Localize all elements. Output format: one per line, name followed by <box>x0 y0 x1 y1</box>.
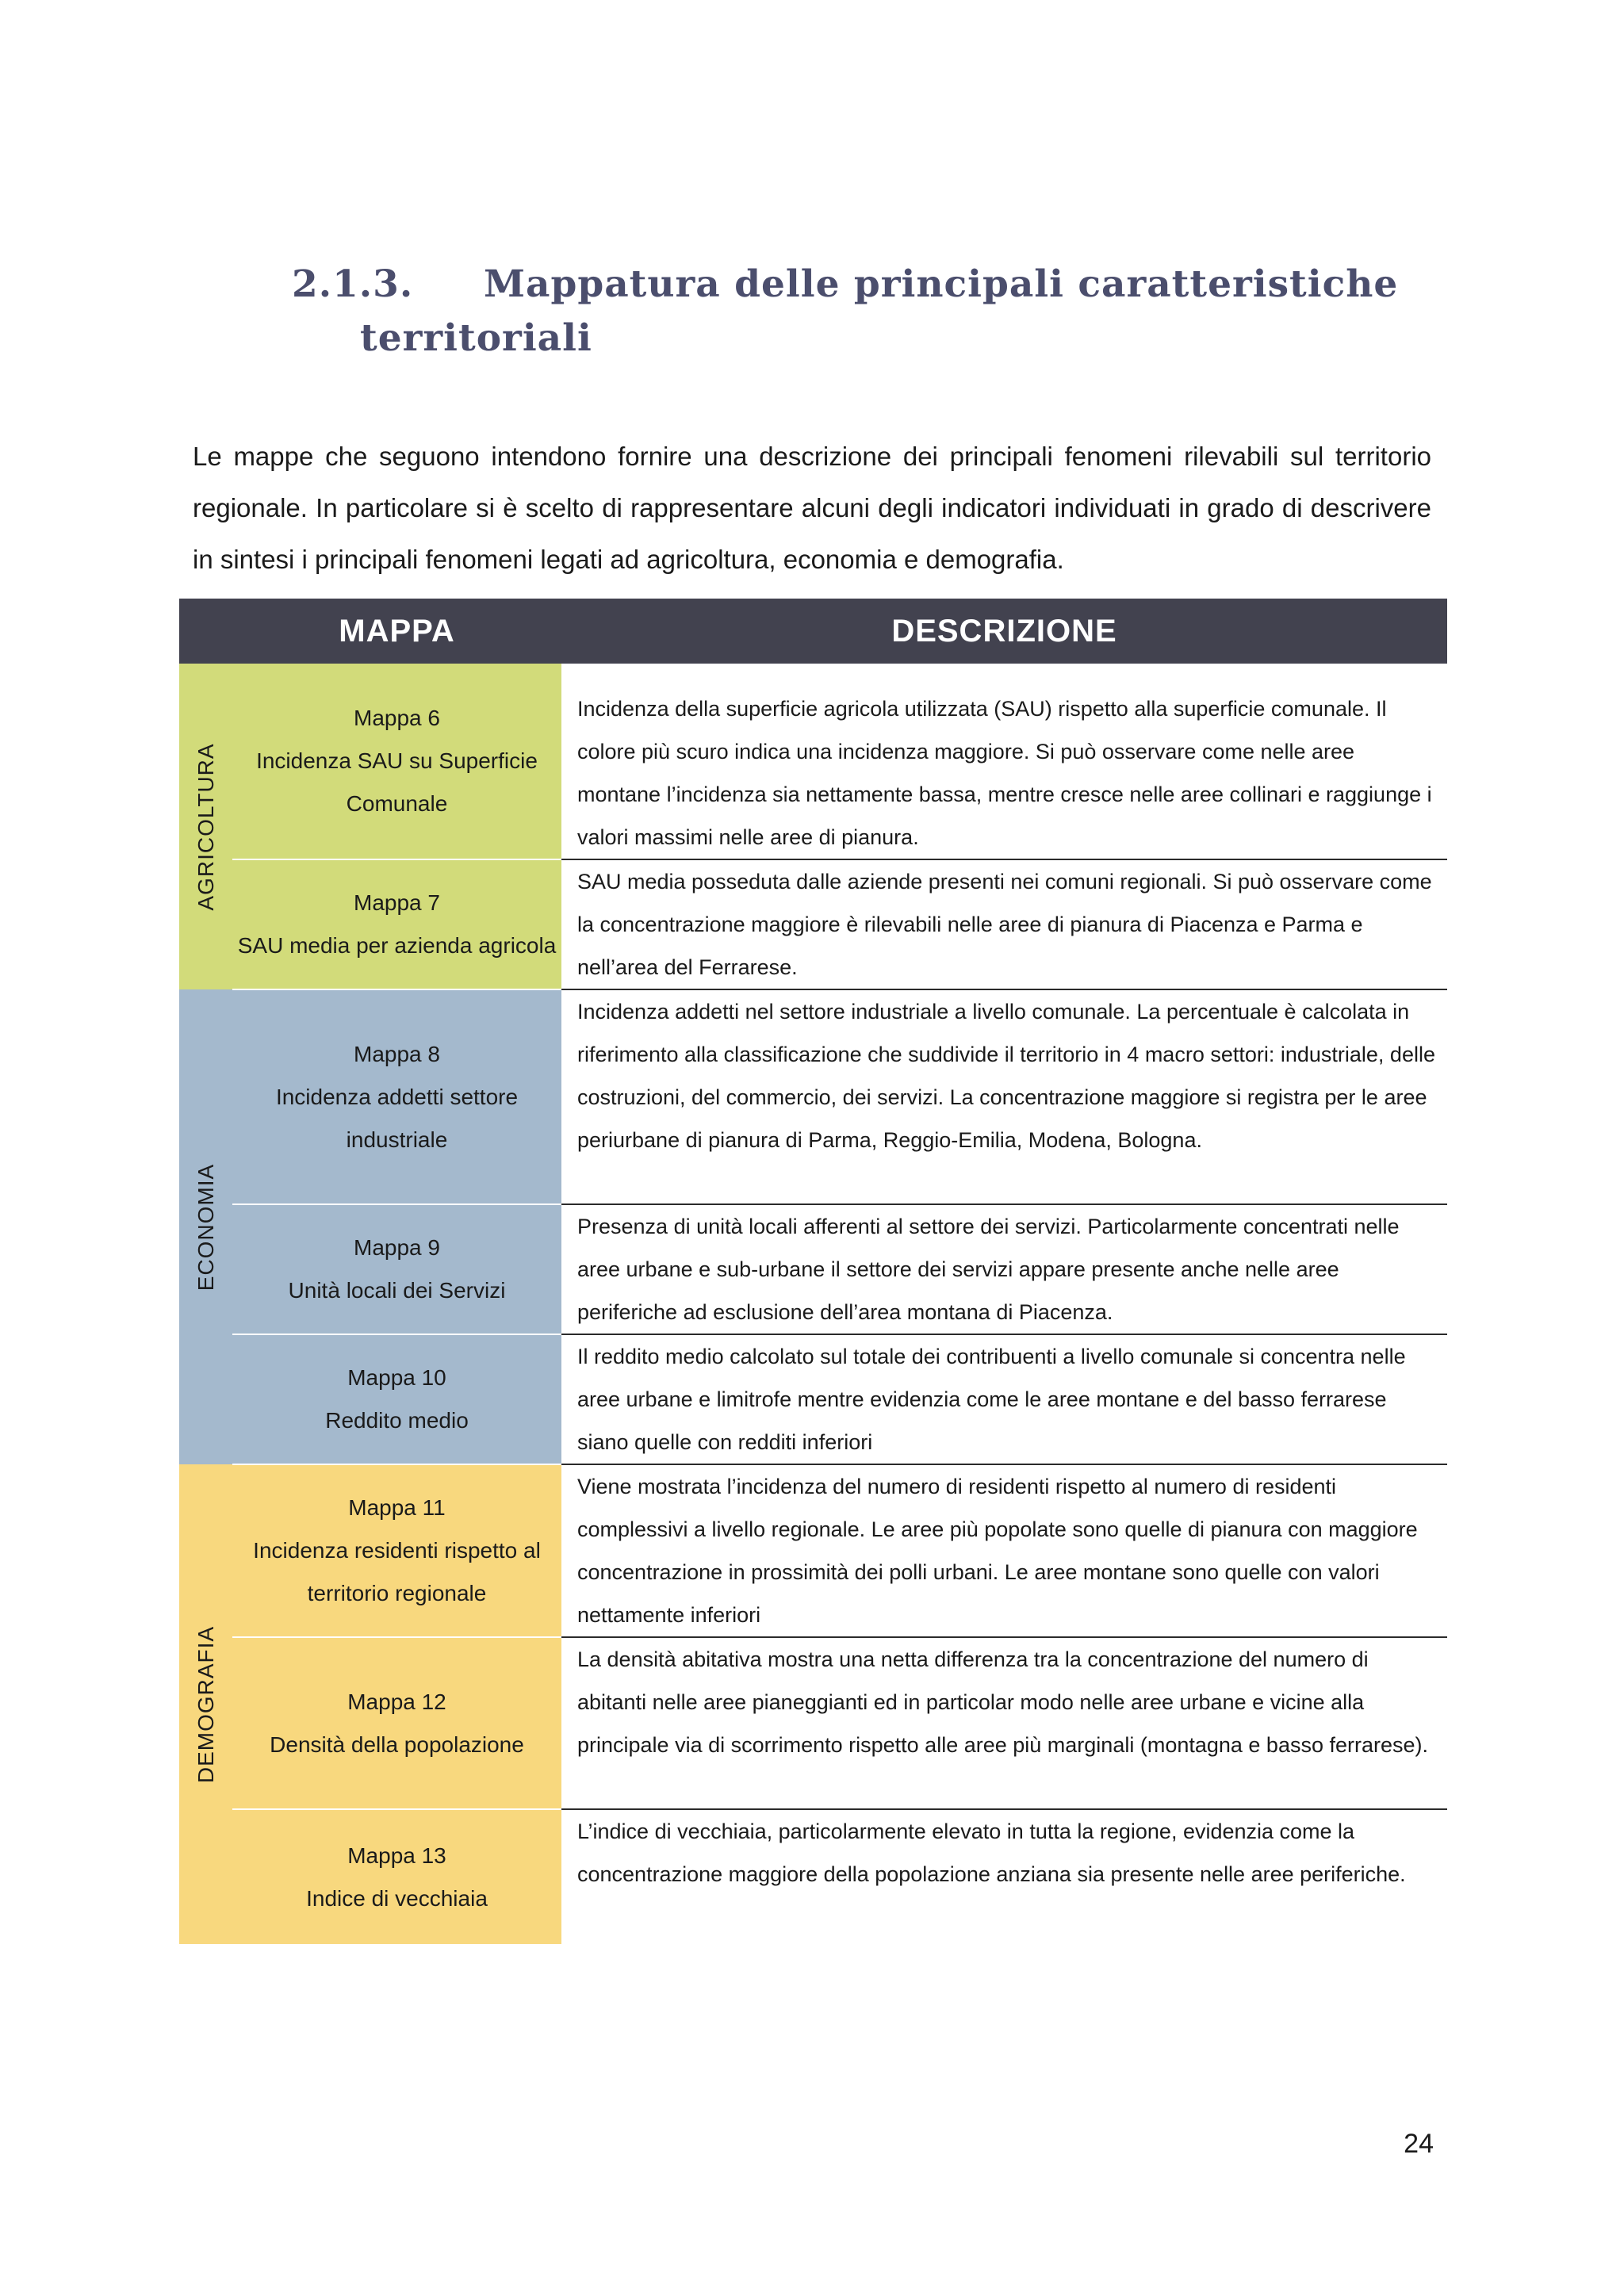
table-row <box>179 1204 1447 1334</box>
map-subtitle: Indice di vecchiaia <box>306 1885 488 1911</box>
description-cell: Incidenza addetti nel settore industriale a livello comunale. La percentuale è calcolata in riferimento alla classificazione che suddivide il territorio in 4 macro settori: industriale, delle costruzioni, del commercio, dei servizi. La concentrazione maggiore si registra per le aree periurbane di pianura di Parma, Reggio-Emilia, Modena, Bologna. <box>561 989 1447 1204</box>
table-row <box>179 664 1447 859</box>
map-cell <box>232 989 561 1204</box>
section-label-demografia: DEMOGRAFIA <box>193 1625 218 1783</box>
description-cell: Incidenza della superficie agricola utilizzata (SAU) rispetto alla superficie comunale. Il colore più scuro indica una incidenza maggiore. Si può osservare come nelle aree montane l’incidenza sia nettamente bassa, mentre cresce nelle aree collinari e raggiunge i valori massimi nelle aree di pianura. <box>561 664 1447 859</box>
table-row <box>179 1334 1447 1464</box>
map-title: Mappa 12 <box>347 1689 446 1714</box>
table-row <box>179 859 1447 989</box>
section-title-line1: Mappatura delle principali caratteristiche <box>484 262 1399 306</box>
map-title: Mappa 11 <box>348 1495 446 1520</box>
maps-table <box>179 599 1447 1944</box>
map-title: Mappa 8 <box>354 1041 440 1066</box>
table-row <box>179 1464 1447 1637</box>
section-agricoltura <box>179 664 232 989</box>
section-label-economia: ECONOMIA <box>193 1163 218 1291</box>
map-title: Mappa 6 <box>354 706 440 730</box>
description-cell: Presenza di unità locali afferenti al settore dei servizi. Particolarmente concentrati nelle aree urbane e sub-urbane il settore dei servizi appare presente anche nelle aree periferiche ad esclusione dell’area montana di Piacenza. <box>561 1204 1447 1334</box>
map-cell <box>232 1204 561 1334</box>
map-subtitle: Unità locali dei Servizi <box>288 1278 506 1303</box>
map-cell <box>232 1464 561 1637</box>
map-title: Mappa 7 <box>354 890 440 915</box>
header-map: MAPPA <box>232 599 561 664</box>
description-cell: SAU media posseduta dalle aziende presenti nei comuni regionali. Si può osservare come la concentrazione maggiore è rilevabili nelle aree di pianura di Piacenza e Parma e nell’area del Ferrarese. <box>561 859 1447 989</box>
map-cell <box>232 1809 561 1944</box>
header-description: DESCRIZIONE <box>561 599 1447 664</box>
table-row <box>179 989 1447 1204</box>
table-row <box>179 1637 1447 1809</box>
map-cell <box>232 1637 561 1809</box>
section-number: 2.1.3. <box>292 262 414 306</box>
section-title-line2: territoriali <box>360 316 592 360</box>
description-cell: Il reddito medio calcolato sul totale dei contribuenti a livello comunale si concentra nelle aree urbane e limitrofe mentre evidenzia come le aree montane e del basso ferrarese siano quelle con redditi inferiori <box>561 1334 1447 1464</box>
section-economia <box>179 989 232 1464</box>
map-title: Mappa 10 <box>347 1365 446 1390</box>
description-cell: Viene mostrata l’incidenza del numero di residenti rispetto al numero di residenti complessivi a livello regionale. Le aree più popolate sono quelle di pianura con maggiore concentrazione in prossimità dei polli urbani. Le aree montane sono quelle con valori nettamente inferiori <box>561 1464 1447 1637</box>
intro-paragraph: Le mappe che seguono intendono fornire una descrizione dei principali fenomeni rilevabili sul territorio regionale. In particolare si è scelto di rappresentare alcuni degli indicatori individuati in grado di descrivere in sintesi i principali fenomeni legati ad agricoltura, economia e demografia. <box>193 442 1431 574</box>
section-label-agricoltura: AGRICOLTURA <box>193 742 218 911</box>
map-subtitle: Incidenza residenti rispetto al territorio regionale <box>253 1538 541 1605</box>
map-subtitle: Densità della popolazione <box>270 1732 524 1757</box>
section-heading <box>292 258 1434 365</box>
map-cell <box>232 859 561 989</box>
table-row <box>179 1809 1447 1944</box>
map-title: Mappa 9 <box>354 1235 440 1260</box>
map-subtitle: Incidenza SAU su Superficie Comunale <box>256 748 538 816</box>
map-cell <box>232 1334 561 1464</box>
map-subtitle: Reddito medio <box>325 1408 469 1433</box>
map-subtitle: Incidenza addetti settore industriale <box>275 1084 519 1152</box>
header-corner <box>179 599 232 664</box>
table-header-row <box>179 599 1447 664</box>
map-cell <box>232 664 561 859</box>
section-demografia <box>179 1464 232 1944</box>
map-title: Mappa 13 <box>347 1843 446 1868</box>
map-subtitle: SAU media per azienda agricola <box>237 933 557 958</box>
description-cell: La densità abitativa mostra una netta differenza tra la concentrazione del numero di abitanti nelle aree pianeggianti ed in particolar modo nelle aree urbane e vicine alla principale via di scorrimento rispetto alle aree più marginali (montagna e basso ferrarese). <box>561 1637 1447 1809</box>
page-number: 24 <box>1404 2129 1434 2159</box>
description-cell: L’indice di vecchiaia, particolarmente elevato in tutta la regione, evidenzia come la concentrazione maggiore della popolazione anziana sia presente nelle aree periferiche. <box>561 1809 1447 1944</box>
